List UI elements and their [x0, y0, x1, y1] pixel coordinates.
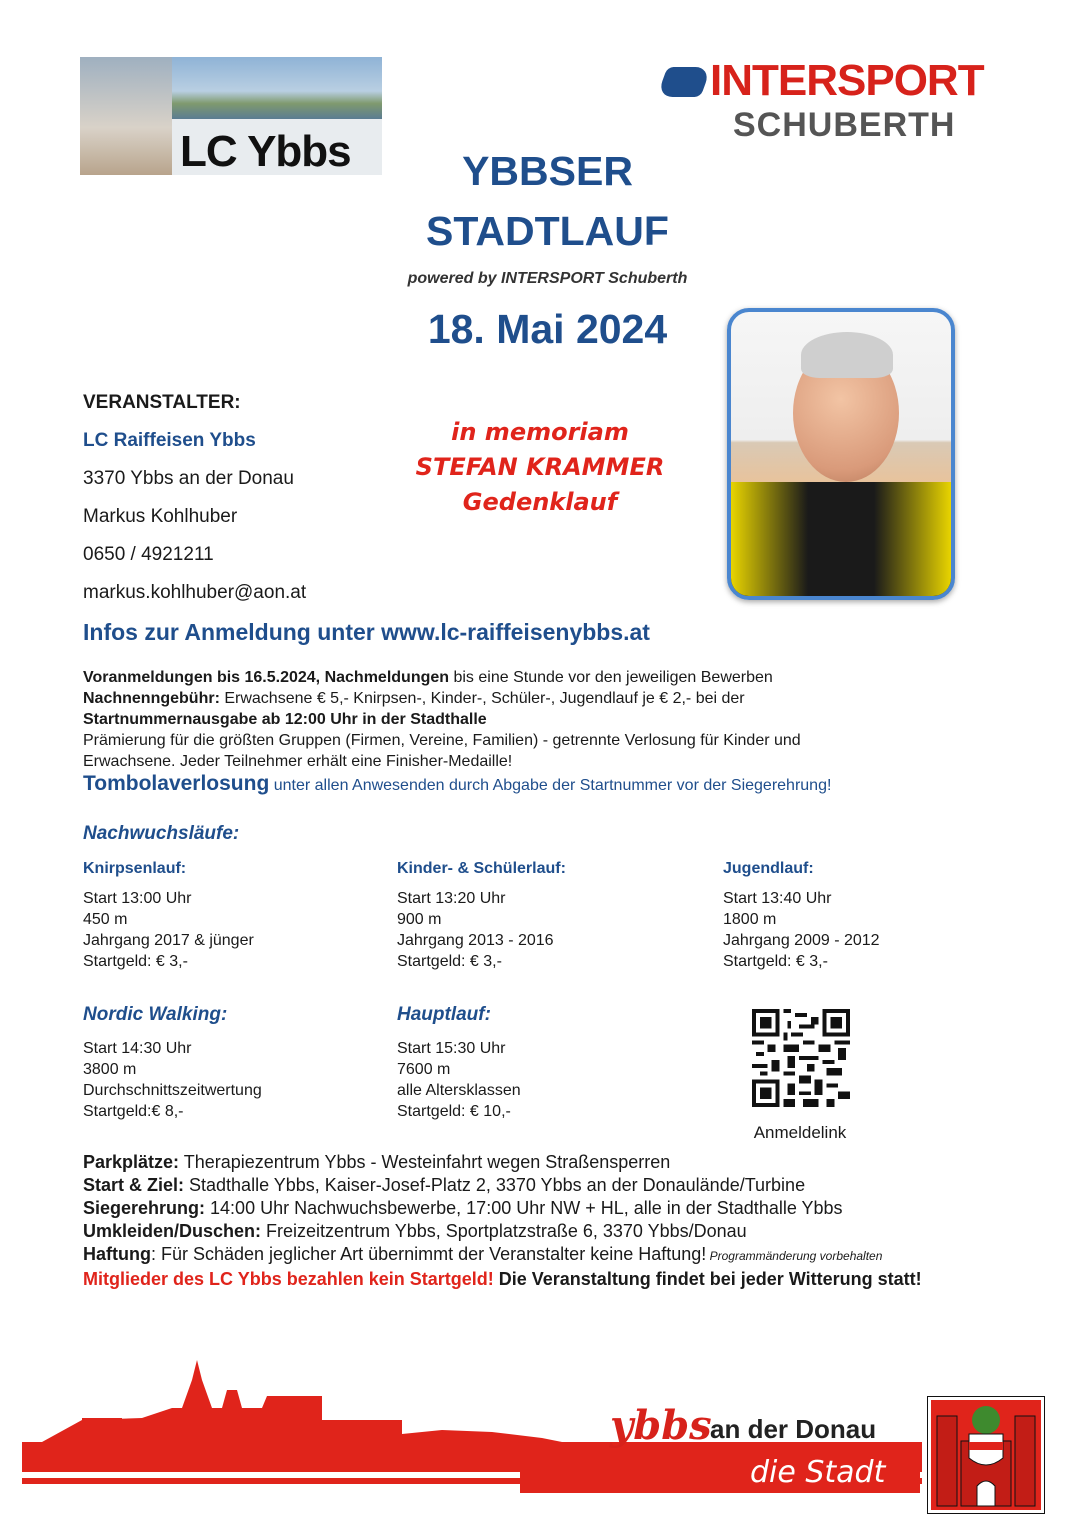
race-start: Start 15:30 Uhr — [397, 1040, 506, 1057]
race-class: Jahrgang 2013 - 2016 — [397, 932, 554, 949]
race-jugendlauf — [723, 860, 880, 972]
info-prereg: Voranmeldungen bis 16.5.2024, Nachmeldungen — [83, 669, 450, 686]
memoriam-line1: in memoriam — [451, 418, 629, 446]
liability-label: Haftung — [83, 1244, 151, 1264]
organizer-phone: 0650 / 4921211 — [83, 544, 214, 565]
info-prereg-rest: bis eine Stunde vor den jeweiligen Bewerben — [449, 669, 773, 686]
intersport-logo — [662, 56, 984, 106]
organizer-person: Markus Kohlhuber — [83, 506, 238, 527]
info-medal: Erwachsene. Jeder Teilnehmer erhält eine Finisher-Medaille! — [83, 753, 513, 770]
race-name: Nordic Walking: — [83, 1004, 228, 1025]
lc-logo-text: LC Ybbs — [180, 127, 351, 175]
race-class: alle Altersklassen — [397, 1082, 521, 1099]
race-class: Jahrgang 2009 - 2012 — [723, 932, 880, 949]
title-line1: YBBSER — [462, 148, 633, 194]
die-stadt-tagline: die Stadt — [750, 1455, 886, 1490]
race-name: Jugendlauf: — [723, 860, 814, 877]
memoriam-line2: STEFAN KRAMMER — [415, 453, 665, 481]
race-start: Start 13:40 Uhr — [723, 890, 832, 907]
qr-label: Anmeldelink — [753, 1123, 847, 1142]
town-photo — [172, 57, 382, 119]
portrait-hair — [801, 332, 893, 378]
info-block — [83, 667, 1043, 796]
weather-note: Die Veranstaltung findet bei jeder Witterung statt! — [493, 1269, 922, 1289]
tombola-label: Tombolaverlosung — [83, 772, 270, 795]
coat-of-arms-icon — [927, 1396, 1045, 1514]
ceremony-text: 14:00 Uhr Nachwuchsbewerbe, 17:00 Uhr NW + HL, alle in der Stadthalle Ybbs — [205, 1198, 843, 1218]
liability-text: : Für Schäden jeglicher Art übernimmt der Veranstalter keine Haftung! — [150, 1244, 707, 1264]
parking-text: Therapiezentrum Ybbs - Westeinfahrt wegen Straßensperren — [179, 1152, 671, 1172]
race-fee: Startgeld:€ 8,- — [83, 1103, 184, 1120]
tombola-text: unter allen Anwesenden durch Abgabe der Startnummer vor der Siegerehrung! — [269, 777, 832, 794]
race-name: Kinder- & Schülerlauf: — [397, 860, 566, 877]
race-fee: Startgeld: € 10,- — [397, 1103, 511, 1120]
members-free-note: Mitglieder des LC Ybbs bezahlen kein Startgeld! — [83, 1269, 494, 1289]
info-awards: Prämierung für die größten Gruppen (Firmen, Vereine, Familien) - getrennte Verlosung für Kinder und — [83, 732, 801, 749]
changing-text: Freizeitzentrum Ybbs, Sportplatzstraße 6, 3370 Ybbs/Donau — [261, 1221, 747, 1241]
race-hauptlauf — [397, 1004, 521, 1122]
portrait-photo — [727, 308, 955, 600]
organizer-address: 3370 Ybbs an der Donau — [83, 468, 294, 489]
bottom-info — [83, 1151, 1043, 1291]
changing-label: Umkleiden/Duschen: — [83, 1221, 262, 1241]
event-date: 18. Mai 2024 — [427, 306, 668, 352]
parking-label: Parkplätze: — [83, 1152, 180, 1172]
race-start: Start 14:30 Uhr — [83, 1040, 192, 1057]
race-start: Start 13:00 Uhr — [83, 890, 192, 907]
intersport-mark-icon — [657, 67, 712, 97]
organizer-club: LC Raiffeisen Ybbs — [83, 430, 256, 451]
race-fee: Startgeld: € 3,- — [723, 953, 828, 970]
qr-code-icon[interactable] — [752, 1009, 850, 1107]
race-kinder-schuelerlauf — [397, 860, 566, 972]
race-name: Knirpsenlauf: — [83, 860, 187, 877]
an-der-donau-text: an der Donau — [710, 1414, 877, 1444]
powered-by: powered by INTERSPORT Schuberth — [407, 270, 688, 287]
race-distance: 450 m — [83, 911, 128, 928]
organizer-heading: VERANSTALTER: — [83, 392, 241, 413]
schuberth-text: SCHUBERTH — [733, 106, 956, 144]
portrait-jacket — [731, 482, 951, 596]
start-finish-label: Start & Ziel: — [83, 1175, 185, 1195]
race-knirpsenlauf — [83, 860, 254, 972]
race-class: Jahrgang 2017 & jünger — [83, 932, 254, 949]
registration-info-link[interactable]: Infos zur Anmeldung unter www.lc-raiffeisenybbs.at — [83, 619, 650, 645]
organizer-email[interactable]: markus.kohlhuber@aon.at — [83, 582, 307, 603]
info-bib-pickup: Startnummernausgabe ab 12:00 Uhr in der Stadthalle — [83, 711, 487, 728]
info-fee-text: Erwachsene € 5,- Knirpsen-, Kinder-, Schüler-, Jugendlauf je € 2,- bei der — [219, 690, 745, 707]
race-distance: 900 m — [397, 911, 442, 928]
race-class: Durchschnittszeitwertung — [83, 1082, 262, 1099]
intersport-text: INTERSPORT — [710, 56, 984, 105]
race-distance: 3800 m — [83, 1061, 137, 1078]
race-nordic-walking — [83, 1004, 262, 1122]
ceremony-label: Siegerehrung: — [83, 1198, 206, 1218]
race-distance: 7600 m — [397, 1061, 451, 1078]
ybbs-town-word: ybbs — [610, 1402, 712, 1449]
youth-races-heading: Nachwuchsläufe: — [83, 823, 240, 844]
info-fee-label: Nachnenngebühr: — [83, 690, 220, 707]
title-line2: STADTLAUF — [426, 208, 669, 254]
race-start: Start 13:20 Uhr — [397, 890, 506, 907]
race-fee: Startgeld: € 3,- — [397, 953, 502, 970]
memoriam-line3: Gedenklauf — [462, 488, 618, 516]
start-finish-text: Stadthalle Ybbs, Kaiser-Josef-Platz 2, 3370 Ybbs an der Donaulände/Turbine — [184, 1175, 806, 1195]
program-change-note: Programmänderung vorbehalten — [706, 1249, 883, 1263]
race-name: Hauptlauf: — [397, 1004, 491, 1025]
race-distance: 1800 m — [723, 911, 777, 928]
race-fee: Startgeld: € 3,- — [83, 953, 188, 970]
